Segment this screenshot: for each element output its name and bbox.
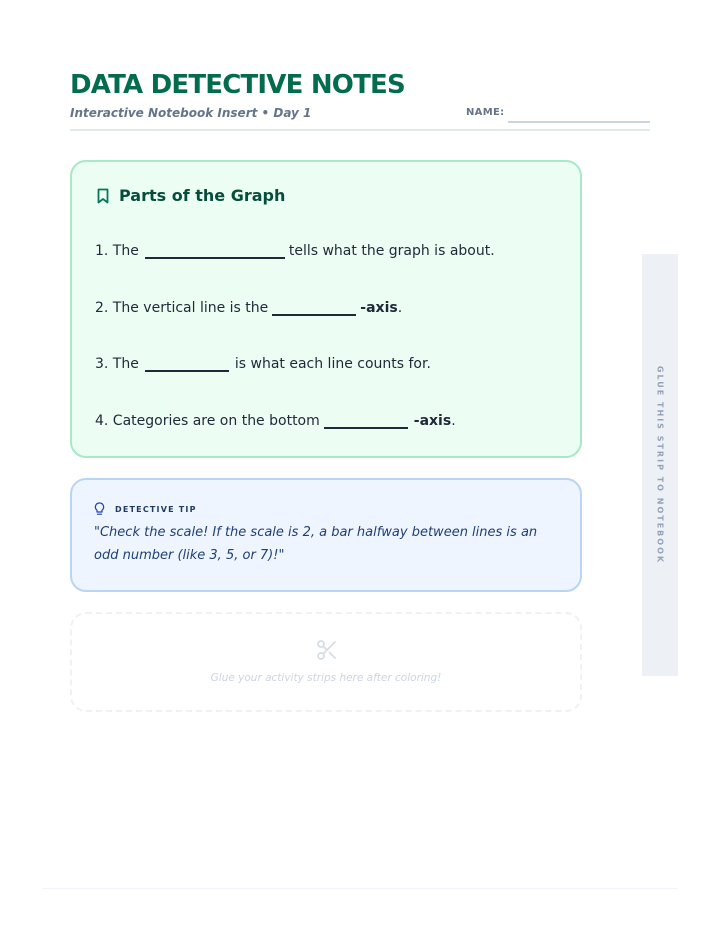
name-label: NAME: [466, 107, 505, 118]
bookmark-icon [96, 188, 110, 204]
detective-tip-card [70, 478, 582, 592]
question-1-suffix: tells what the graph is about. [288, 243, 495, 259]
parts-of-graph-card [70, 160, 582, 458]
page-title: DATA DETECTIVE NOTES [70, 70, 405, 100]
glue-strip [642, 254, 678, 676]
question-2 [95, 300, 402, 316]
question-3-suffix: is what each line counts for. [234, 356, 431, 372]
question-4 [95, 413, 456, 429]
name-field-line[interactable] [508, 121, 650, 123]
glue-area [70, 612, 582, 712]
page-subtitle: Interactive Notebook Insert • Day 1 [70, 106, 312, 120]
question-2-period: . [397, 300, 403, 316]
question-2-blank[interactable] [272, 300, 356, 316]
lightbulb-icon [94, 502, 105, 516]
scissors-icon [315, 638, 339, 662]
header-divider [70, 129, 650, 131]
question-1-blank[interactable] [145, 243, 285, 259]
glue-instruction: Glue your activity strips here after coloring! [210, 672, 442, 684]
question-1-prefix: 1. The [95, 243, 139, 259]
glue-strip-label: GLUE THIS STRIP TO NOTEBOOK [655, 365, 665, 565]
parts-heading [96, 186, 285, 205]
parts-title: Parts of the Graph [119, 186, 286, 205]
question-4-prefix: 4. Categories are on the bottom [95, 413, 320, 429]
question-2-axis: -axis [360, 300, 398, 316]
footer-divider [42, 888, 678, 889]
question-3 [95, 356, 431, 372]
question-3-prefix: 3. The [95, 356, 139, 372]
tip-text: "Check the scale! If the scale is 2, a bar halfway between lines is an odd number (like 3, 5, or 7)!" [94, 525, 538, 563]
question-3-blank[interactable] [145, 356, 229, 372]
question-4-period: . [451, 413, 456, 429]
question-1 [95, 243, 495, 259]
question-4-axis: -axis [413, 413, 452, 429]
tip-label: DETECTIVE TIP [115, 504, 197, 514]
tip-heading [94, 502, 197, 516]
question-2-prefix: 2. The vertical line is the [95, 300, 269, 316]
question-4-blank[interactable] [324, 413, 408, 429]
